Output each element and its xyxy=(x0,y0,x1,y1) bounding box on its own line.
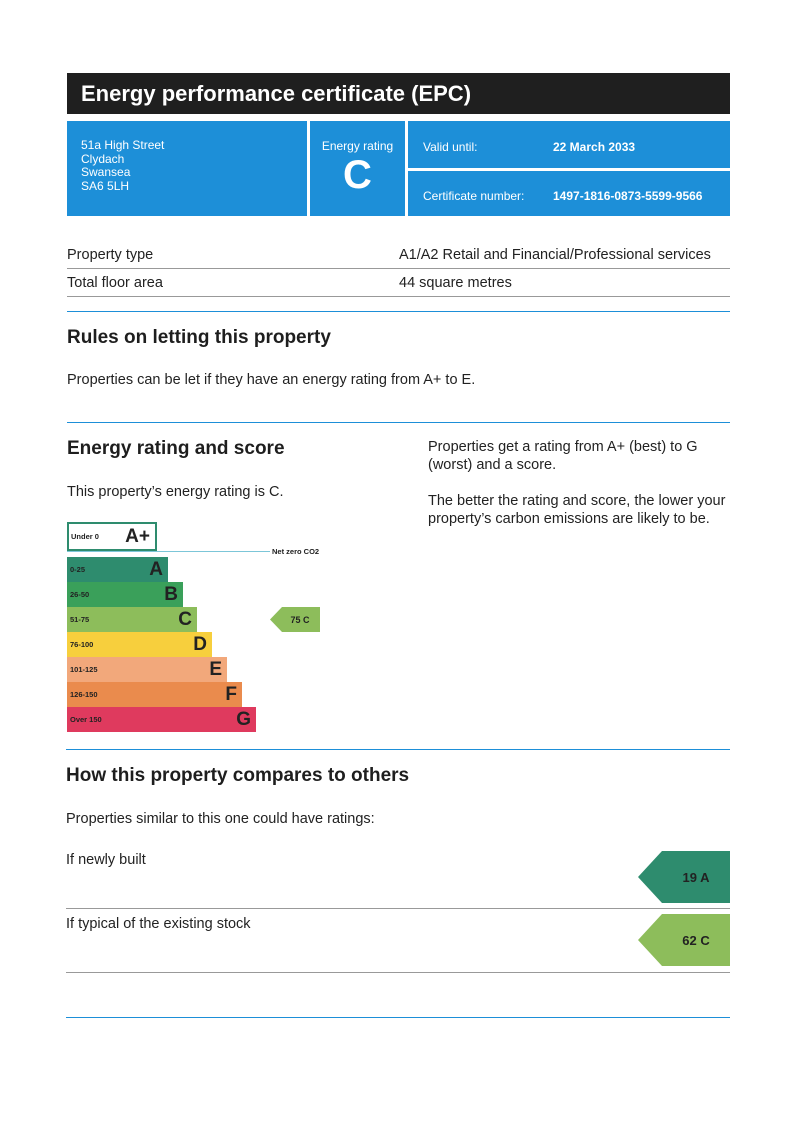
scale-band-range: 126-150 xyxy=(70,690,98,699)
valid-until-box xyxy=(408,121,730,168)
scale-band-letter: B xyxy=(164,584,178,605)
net-zero-line xyxy=(67,551,270,552)
energy-side-text-2: The better the rating and score, the lower your property’s carbon emissions are likely to be. xyxy=(428,493,726,527)
property-type-value: A1/A2 Retail and Financial/Professional services xyxy=(399,247,711,263)
address-line: Clydach xyxy=(81,151,125,166)
scale-band-range: Under 0 xyxy=(71,532,99,541)
section-divider xyxy=(66,749,730,750)
scale-band-c xyxy=(67,607,197,632)
energy-heading: Energy rating and score xyxy=(67,438,285,459)
scale-band-e xyxy=(67,657,227,682)
property-type-row xyxy=(67,241,730,269)
row-divider xyxy=(66,972,730,973)
compare-row-label: If newly built xyxy=(66,852,146,868)
address-line: Swansea xyxy=(81,165,131,179)
net-zero-label: Net zero CO2 xyxy=(272,547,320,556)
energy-rating-letter: C xyxy=(343,153,372,197)
floor-area-row xyxy=(67,269,730,297)
property-type-label: Property type xyxy=(67,247,154,263)
section-divider xyxy=(66,1017,730,1018)
scale-band-range: 101-125 xyxy=(70,665,98,674)
address-line: 51a High Street xyxy=(81,138,165,152)
scale-band-f xyxy=(67,682,242,707)
row-divider xyxy=(66,908,730,909)
certificate-number-value: 1497-1816-0873-5599-9566 xyxy=(553,189,703,203)
scale-band-range: 76-100 xyxy=(70,640,94,649)
certificate-number-label: Certificate number: xyxy=(423,189,525,203)
scale-band-range: 51-75 xyxy=(70,615,90,624)
compare-heading: How this property compares to others xyxy=(66,765,410,786)
compare-badge-existing-stock xyxy=(638,914,730,966)
scale-band-letter: D xyxy=(193,634,207,655)
compare-intro: Properties similar to this one could have ratings: xyxy=(66,811,375,827)
compare-badge-newly-built xyxy=(638,851,730,903)
scale-band-range: 26-50 xyxy=(70,590,90,599)
scale-band-letter: G xyxy=(236,709,251,730)
address-line: SA6 5LH xyxy=(81,178,130,193)
floor-area-value: 44 square metres xyxy=(399,275,512,291)
letting-heading: Rules on letting this property xyxy=(67,327,331,348)
current-rating-arrow xyxy=(270,607,322,632)
energy-this-rating: This property’s energy rating is C. xyxy=(67,484,284,500)
floor-area-label: Total floor area xyxy=(67,275,163,291)
section-divider xyxy=(67,422,730,423)
section-divider xyxy=(67,311,730,312)
scale-band-letter: C xyxy=(178,609,192,630)
scale-band-a xyxy=(67,557,168,582)
valid-until-label: Valid until: xyxy=(423,140,478,154)
scale-band-letter: A xyxy=(149,559,163,580)
current-rating-label: 75 C xyxy=(290,615,310,625)
address-block xyxy=(67,121,307,216)
scale-band-range: 0-25 xyxy=(70,565,86,574)
page-title: Energy performance certificate (EPC) xyxy=(67,73,730,114)
scale-band-letter: F xyxy=(225,684,237,705)
scale-band-b xyxy=(67,582,183,607)
compare-row-label: If typical of the existing stock xyxy=(66,916,251,932)
scale-band-range: Over 150 xyxy=(70,715,102,724)
energy-rating-box xyxy=(310,121,405,216)
scale-band-d xyxy=(67,632,212,657)
energy-rating-label: Energy rating xyxy=(321,139,394,153)
energy-side-text-1: Properties get a rating from A+ (best) to G (worst) and a score. xyxy=(428,439,698,473)
compare-badge-label: 19 A xyxy=(682,870,710,885)
letting-text: Properties can be let if they have an energy rating from A+ to E. xyxy=(67,372,476,388)
certificate-number-box xyxy=(408,171,730,216)
scale-band-g xyxy=(67,707,256,732)
scale-band-letter: A+ xyxy=(125,526,150,547)
scale-band-letter: E xyxy=(209,659,222,680)
compare-badge-label: 62 C xyxy=(682,933,710,948)
valid-until-value: 22 March 2033 xyxy=(553,140,636,154)
scale-band-aplus xyxy=(67,522,157,551)
